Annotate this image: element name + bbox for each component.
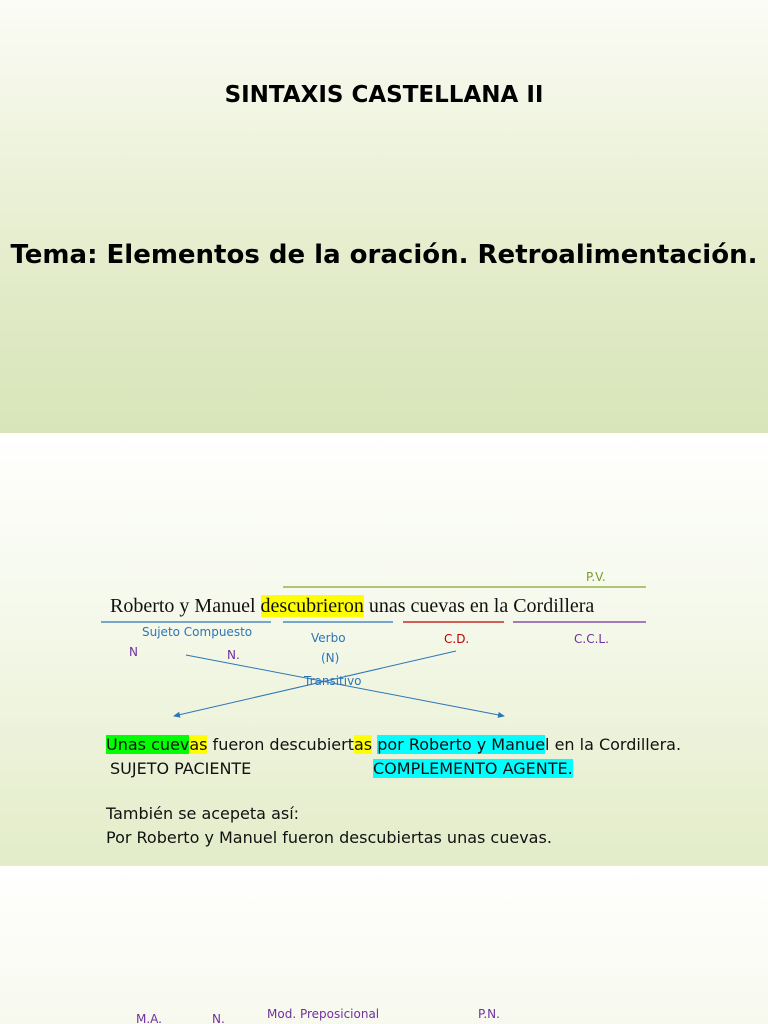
label-mod-prep: Mod. Preposicional [267,1007,380,1021]
label-ma: M.A. [136,1012,162,1024]
label-ccl: C.C.L. [574,632,609,646]
slide-title-heading: SINTAXIS CASTELLANA II [224,82,544,108]
sentence [110,595,594,618]
slide-analysis [0,433,768,866]
slide-partial [0,866,768,1024]
passive-part-7: l en la Cordillera. [545,735,682,754]
passive-part-3: fueron descubiert [207,735,354,754]
also-line-1: También se acepeta así: [106,804,300,823]
label-verbo: Verbo [311,631,346,645]
sentence-complement: en la Cordillera [469,595,595,617]
passive-part-4: as [353,735,373,754]
sentence-subject: Roberto y Manuel [110,595,256,617]
slide-title [0,0,768,433]
passive-sentence [106,735,681,754]
syntax-lines-overlay [0,433,768,866]
sentence-verb: descubrieron [260,595,364,617]
label-n-1: N [129,645,138,659]
sentence-object: unas cuevas [368,595,465,617]
label-sujeto-compuesto: Sujeto Compuesto [142,625,253,639]
label-verbo-n: (N) [321,651,340,665]
label-pn: P.N. [478,1007,500,1021]
passive-part-2: as [189,735,208,754]
label-transitivo: Transitivo [304,674,362,688]
slide-subtitle: Tema: Elementos de la oración. Retroalimentación. [10,240,758,270]
label-complemento-agente: COMPLEMENTO AGENTE. [373,759,573,778]
label-sujeto-paciente: SUJETO PACIENTE [110,759,252,778]
pv-label: P.V. [586,570,606,584]
passive-part-1: Unas cuev [106,735,190,754]
passive-part-6: por Roberto y Manue [377,735,546,754]
label-cd: C.D. [444,632,470,646]
label-n: N. [212,1012,225,1024]
also-line-2: Por Roberto y Manuel fueron descubiertas unas cuevas. [106,828,552,847]
label-n-2: N. [227,648,240,662]
